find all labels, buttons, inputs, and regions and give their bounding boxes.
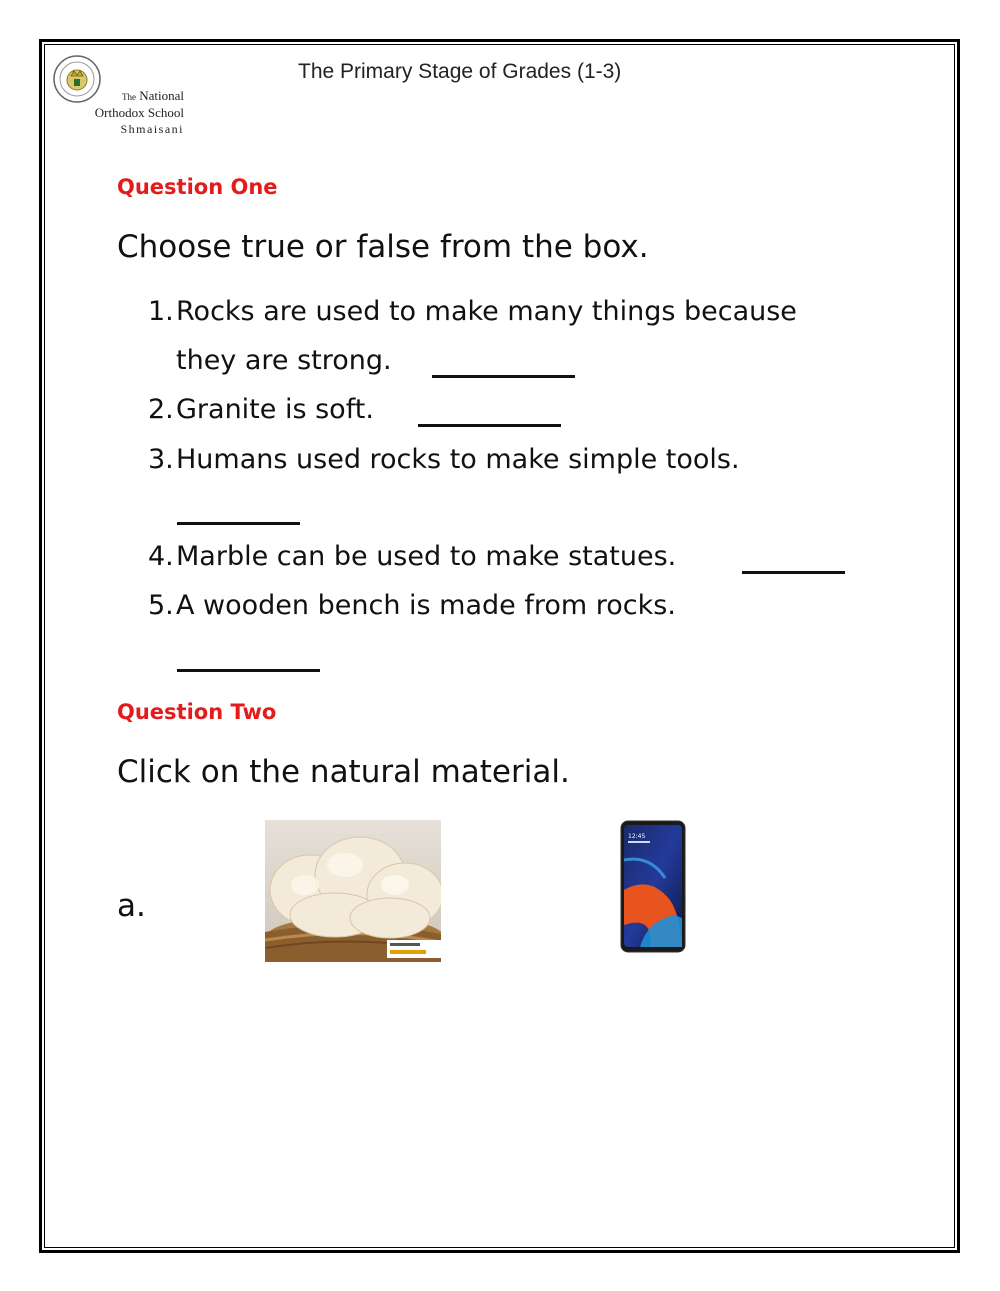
item-number: 5. xyxy=(148,590,174,621)
question-one-heading: Question One xyxy=(117,175,278,199)
school-name xyxy=(74,88,184,137)
school-name-line1: National xyxy=(139,88,184,103)
question-item-1 xyxy=(148,296,797,327)
school-name-prefix: The xyxy=(121,92,136,102)
question-item-4 xyxy=(148,541,676,572)
item-number: 2. xyxy=(148,394,174,425)
answer-blank-5[interactable] xyxy=(177,669,320,672)
phone-screen-time: 12:45 xyxy=(628,833,646,840)
item-number: 4. xyxy=(148,541,174,572)
option-label-a: a. xyxy=(117,888,146,924)
question-item-1-continued: they are strong. xyxy=(176,345,392,376)
question-two-instruction: Click on the natural material. xyxy=(117,754,570,790)
school-name-line3: Shmaisani xyxy=(120,122,184,136)
answer-blank-1[interactable] xyxy=(432,375,575,378)
answer-blank-4[interactable] xyxy=(742,571,845,574)
page-header-title: The Primary Stage of Grades (1-3) xyxy=(298,60,622,83)
question-one-instruction: Choose true or false from the box. xyxy=(117,229,649,265)
answer-blank-3[interactable] xyxy=(177,522,300,525)
item-text: A wooden bench is made from rocks. xyxy=(176,590,676,621)
question-item-2 xyxy=(148,394,374,425)
item-text: Marble can be used to make statues. xyxy=(176,541,677,572)
question-item-5 xyxy=(148,590,676,621)
page-border-inner xyxy=(44,44,955,1248)
item-text: Rocks are used to make many things because xyxy=(176,296,797,327)
question-item-3 xyxy=(148,444,740,475)
item-text: Humans used rocks to make simple tools. xyxy=(176,444,740,475)
item-number: 3. xyxy=(148,444,174,475)
school-name-line2: Orthodox School xyxy=(94,105,184,120)
question-two-heading: Question Two xyxy=(117,700,277,724)
wool-basket-image[interactable] xyxy=(265,820,441,962)
smartphone-image[interactable] xyxy=(620,820,686,953)
answer-blank-2[interactable] xyxy=(418,424,561,427)
item-text: Granite is soft. xyxy=(176,394,374,425)
item-number: 1. xyxy=(148,296,174,327)
